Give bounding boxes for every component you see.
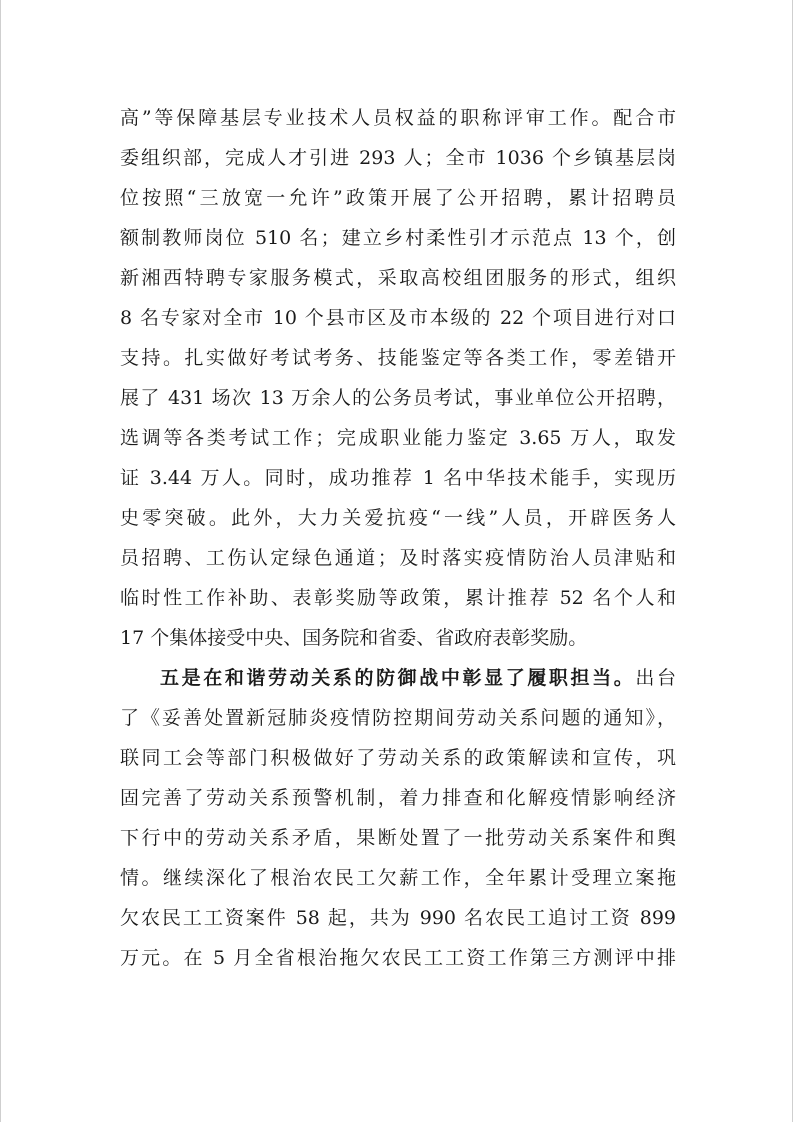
text-line: 位按照“三放宽一允许”政策开展了公开招聘，累计招聘员 xyxy=(120,187,676,209)
text-line: 万元。在 5 月全省根治拖欠农民工工资工作第三方测评中排 xyxy=(120,947,676,969)
page-left-border xyxy=(0,0,1,1122)
section-heading: 五是在和谐劳动关系的防御战中彰显了履职担当。 xyxy=(160,667,636,689)
paragraph-2 xyxy=(120,658,676,978)
text-span: 出台 xyxy=(635,667,676,689)
text-line: 临时性工作补助、表彰奖励等政策，累计推荐 52 名个人和 xyxy=(120,587,676,609)
text-line: 员招聘、工伤认定绿色通道；及时落实疫情防治人员津贴和 xyxy=(120,547,676,569)
text-line: 联同工会等部门积极做好了劳动关系的政策解读和宣传，巩 xyxy=(120,747,676,769)
text-line: 17 个集体接受中央、国务院和省委、省政府表彰奖励。 xyxy=(120,627,588,649)
paragraph-1 xyxy=(120,98,676,658)
text-line: 证 3.44 万人。同时，成功推荐 1 名中华技术能手，实现历 xyxy=(120,467,676,489)
document-body xyxy=(120,98,676,978)
text-line: 展了 431 场次 13 万余人的公务员考试，事业单位公开招聘， xyxy=(120,387,676,409)
paragraph-2-first-line xyxy=(120,658,676,698)
text-line: 下行中的劳动关系矛盾，果断处置了一批劳动关系案件和舆 xyxy=(120,827,676,849)
text-line: 选调等各类考试工作；完成职业能力鉴定 3.65 万人，取发 xyxy=(120,427,676,449)
text-line: 情。继续深化了根治农民工欠薪工作，全年累计受理立案拖 xyxy=(120,867,676,889)
text-line: 新湘西特聘专家服务模式，采取高校组团服务的形式，组织 xyxy=(120,267,676,289)
text-line: 欠农民工工资案件 58 起，共为 990 名农民工追讨工资 899 xyxy=(120,907,676,929)
text-line: 了《妥善处置新冠肺炎疫情防控期间劳动关系问题的通知》， xyxy=(120,707,676,729)
text-line: 委组织部，完成人才引进 293 人；全市 1036 个乡镇基层岗 xyxy=(120,147,676,169)
text-line: 额制教师岗位 510 名；建立乡村柔性引才示范点 13 个，创 xyxy=(120,227,676,249)
text-line: 高”等保障基层专业技术人员权益的职称评审工作。配合市 xyxy=(120,107,676,129)
text-line: 支持。扎实做好考试考务、技能鉴定等各类工作，零差错开 xyxy=(120,347,676,369)
text-line: 史零突破。此外，大力关爱抗疫“一线”人员，开辟医务人 xyxy=(120,507,676,529)
text-line: 8 名专家对全市 10 个县市区及市本级的 22 个项目进行对口 xyxy=(120,307,676,329)
text-line: 固完善了劳动关系预警机制，着力排查和化解疫情影响经济 xyxy=(120,787,676,809)
